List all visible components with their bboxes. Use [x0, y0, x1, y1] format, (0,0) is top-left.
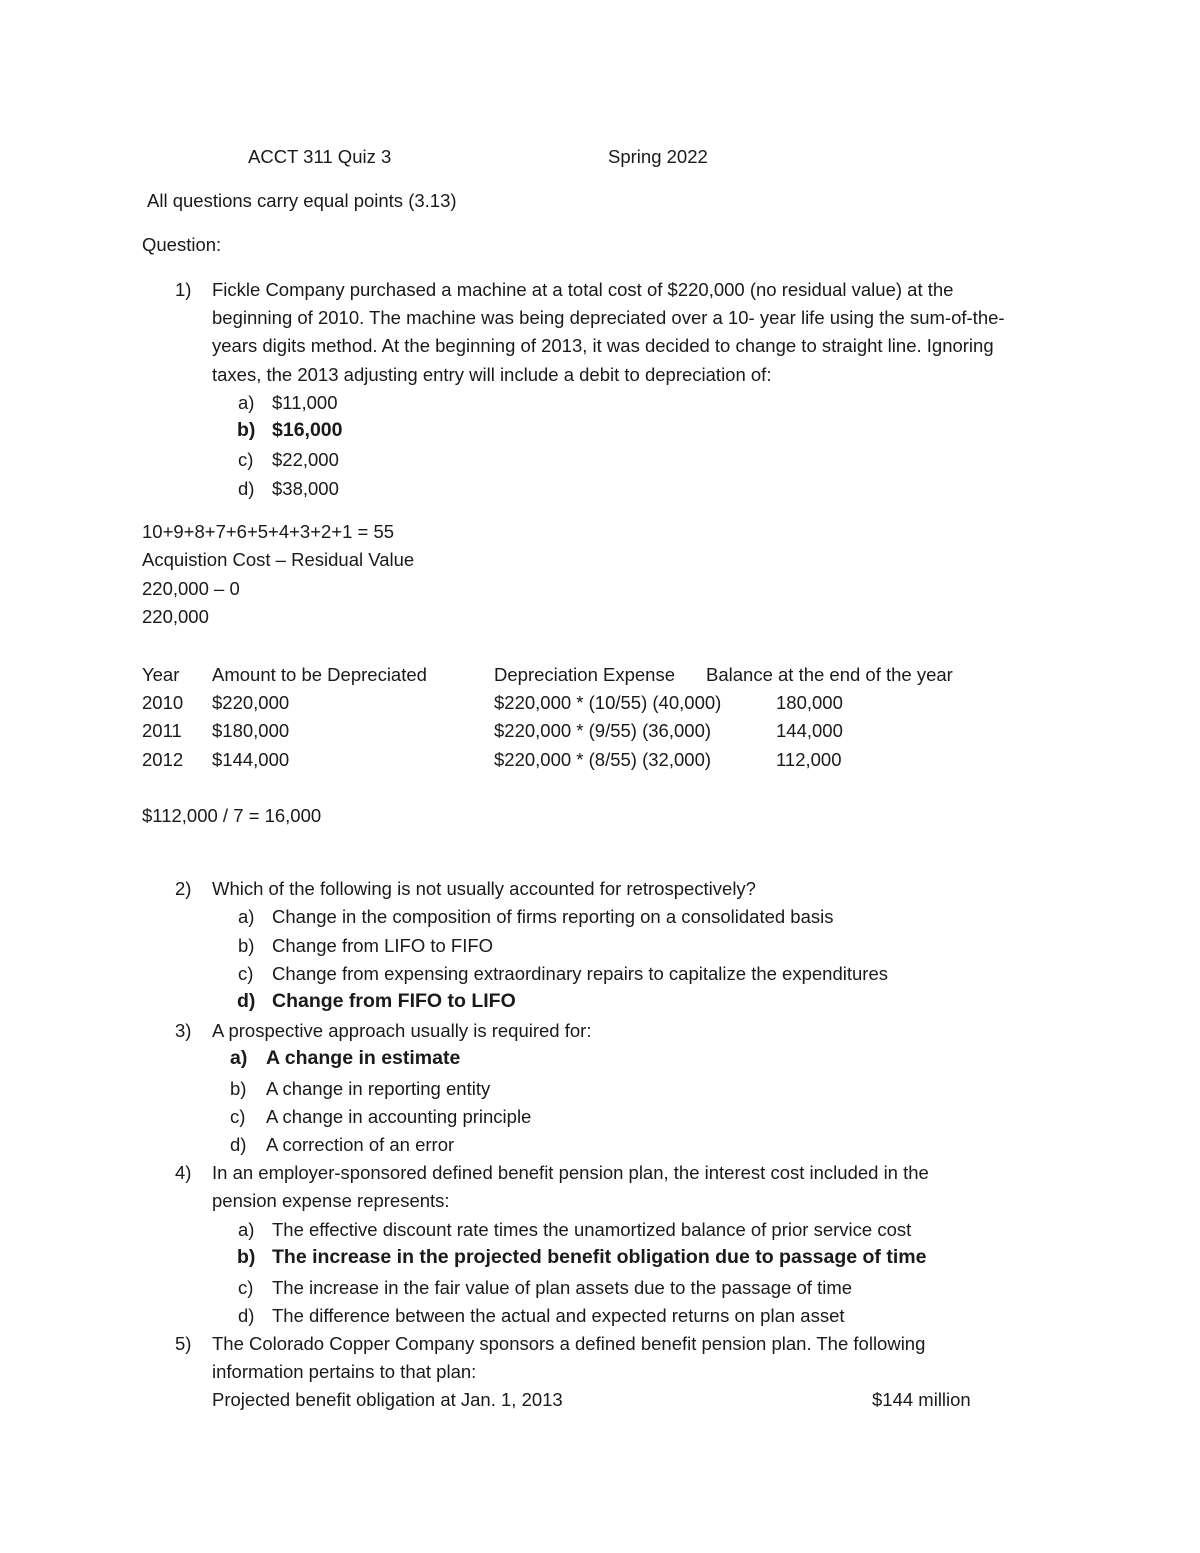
work-line: 220,000 — [142, 606, 209, 627]
option-text: $11,000 — [272, 392, 338, 413]
question-text-line: The Colorado Copper Company sponsors a defined benefit pension plan. The following — [212, 1333, 926, 1354]
question-text-line: pension expense represents: — [212, 1190, 450, 1211]
table-header: Depreciation Expense — [494, 664, 675, 685]
option-text-answer: Change from FIFO to LIFO — [272, 990, 516, 1012]
option-letter-answer: d) — [237, 990, 256, 1012]
table-cell: 2011 — [142, 720, 182, 741]
term-label: Spring 2022 — [608, 146, 708, 167]
question-text-line: In an employer-sponsored defined benefit pension plan, the interest cost included in the — [212, 1162, 929, 1183]
work-line: Acquistion Cost – Residual Value — [142, 549, 415, 570]
table-cell: $144,000 — [212, 749, 290, 770]
question-number: 1) — [175, 279, 192, 300]
option-text: The difference between the actual and expected returns on plan asset — [272, 1305, 845, 1326]
question-text-line: Which of the following is not usually accounted for retrospectively? — [212, 878, 756, 899]
table-cell: $220,000 * (8/55) (32,000) — [494, 749, 712, 770]
points-note: All questions carry equal points (3.13) — [147, 190, 457, 211]
data-item-value: $144 million — [872, 1389, 971, 1410]
option-letter-answer: a) — [230, 1047, 248, 1069]
option-letter: a) — [238, 392, 255, 413]
option-letter: c) — [230, 1106, 246, 1127]
option-text: $22,000 — [272, 449, 339, 470]
question-number: 3) — [175, 1020, 192, 1041]
table-cell: 144,000 — [776, 720, 843, 741]
table-header: Amount to be Depreciated — [212, 664, 427, 685]
work-result: $112,000 / 7 = 16,000 — [142, 805, 322, 826]
option-text-answer: $16,000 — [272, 419, 343, 441]
option-letter: b) — [230, 1078, 247, 1099]
option-letter-answer: b) — [237, 1246, 256, 1268]
option-text: A correction of an error — [266, 1134, 455, 1155]
question-text-line: information pertains to that plan: — [212, 1361, 477, 1382]
option-letter: b) — [238, 935, 255, 956]
table-cell: 2012 — [142, 749, 184, 770]
option-letter-answer: b) — [237, 419, 256, 441]
option-letter: d) — [230, 1134, 247, 1155]
table-cell: $220,000 * (10/55) (40,000) — [494, 692, 722, 713]
option-letter: d) — [238, 1305, 255, 1326]
question-text-line: A prospective approach usually is required for: — [212, 1020, 592, 1041]
question-text-line: Fickle Company purchased a machine at a total cost of $220,000 (no residual value) at the — [212, 279, 954, 300]
work-line: 220,000 – 0 — [142, 578, 240, 599]
question-number: 5) — [175, 1333, 192, 1354]
question-heading: Question: — [142, 234, 222, 255]
table-cell: $220,000 * (9/55) (36,000) — [494, 720, 712, 741]
table-cell: $220,000 — [212, 692, 290, 713]
option-letter: c) — [238, 1277, 254, 1298]
option-text: Change from expensing extraordinary repairs to capitalize the expenditures — [272, 963, 888, 984]
table-cell: 180,000 — [776, 692, 843, 713]
table-cell: 112,000 — [776, 749, 842, 770]
option-text: A change in reporting entity — [266, 1078, 491, 1099]
table-cell: 2010 — [142, 692, 184, 713]
table-header: Year — [142, 664, 180, 685]
option-text: A change in accounting principle — [266, 1106, 532, 1127]
question-text-line: beginning of 2010. The machine was being depreciated over a 10- year life using the sum-of-the- — [212, 307, 1005, 328]
data-item-label: Projected benefit obligation at Jan. 1, 2013 — [212, 1389, 563, 1410]
work-line: 10+9+8+7+6+5+4+3+2+1 = 55 — [142, 521, 395, 542]
option-letter: a) — [238, 906, 255, 927]
option-text-answer: A change in estimate — [266, 1047, 461, 1069]
question-number: 4) — [175, 1162, 192, 1183]
question-text-line: taxes, the 2013 adjusting entry will include a debit to depreciation of: — [212, 364, 772, 385]
option-text: Change from LIFO to FIFO — [272, 935, 494, 956]
option-text-answer: The increase in the projected benefit obligation due to passage of time — [272, 1246, 927, 1268]
option-text: The effective discount rate times the unamortized balance of prior service cost — [272, 1219, 912, 1240]
question-number: 2) — [175, 878, 192, 899]
course-title: ACCT 311 Quiz 3 — [248, 146, 392, 167]
table-header: Balance at the end of the year — [706, 664, 953, 685]
option-letter: c) — [238, 449, 254, 470]
table-cell: $180,000 — [212, 720, 290, 741]
option-text: $38,000 — [272, 478, 339, 499]
option-letter: a) — [238, 1219, 255, 1240]
option-text: Change in the composition of firms reporting on a consolidated basis — [272, 906, 834, 927]
option-letter: d) — [238, 478, 255, 499]
option-text: The increase in the fair value of plan assets due to the passage of time — [272, 1277, 853, 1298]
question-text-line: years digits method. At the beginning of 2013, it was decided to change to straight line. Ignoring — [212, 335, 994, 356]
option-letter: c) — [238, 963, 254, 984]
